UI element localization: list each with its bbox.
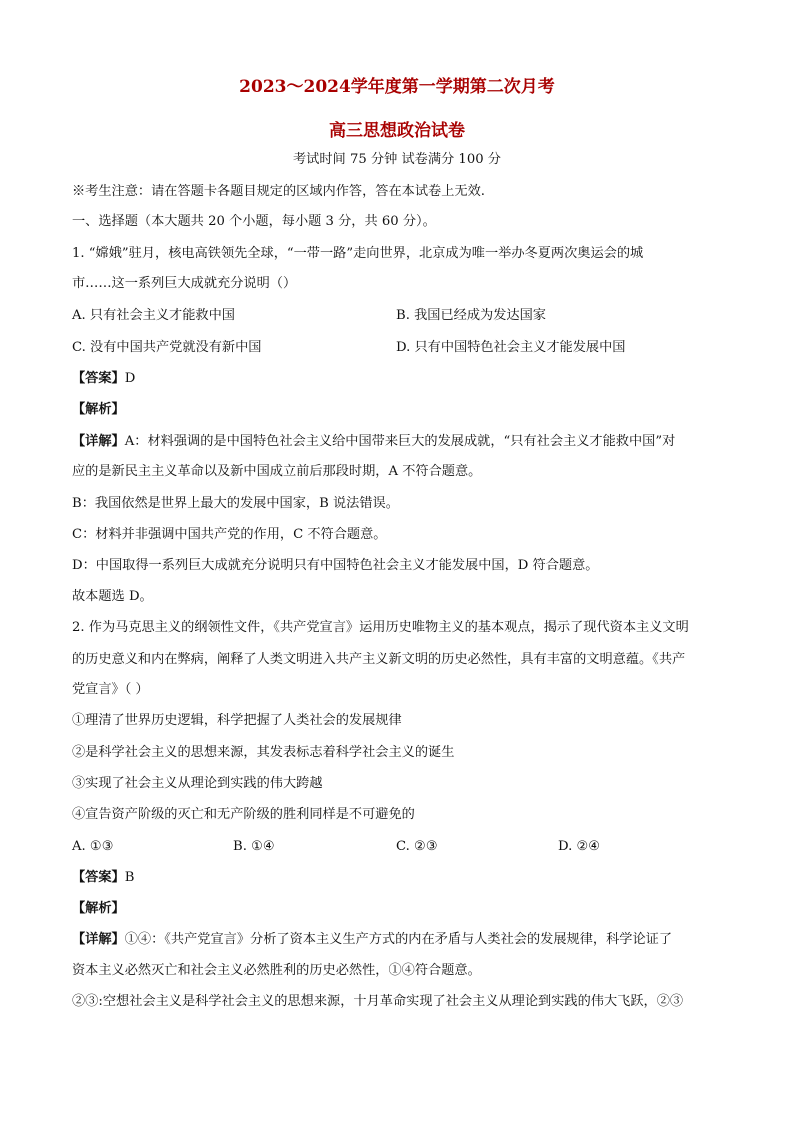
answer-tag: 【答案】 [72, 371, 125, 386]
q1-detail-line5: D：中国取得一系列巨大成就充分说明只有中国特色社会主义才能发展中国，D 符合题意。 [72, 558, 599, 573]
detail-tag: 【详解】 [72, 434, 125, 449]
q1-detail-line1 [72, 432, 732, 452]
section-heading: 一、选择题（本大题共 20 个小题，每小题 3 分，共 60 分）。 [72, 214, 436, 229]
q1-option-c: C. 没有中国共产党就没有新中国 [72, 340, 262, 355]
q1-analysis-tag: 【解析】 [72, 402, 125, 417]
q2-item-2: ②是科学社会主义的思想来源，其发表标志着科学社会主义的诞生 [72, 745, 455, 760]
q2-detail-line2: 资本主义必然灭亡和社会主义必然胜利的历史必然性，①④符合题意。 [72, 963, 481, 978]
notice-text: ※考生注意：请在答题卡各题目规定的区域内作答，答在本试卷上无效. [72, 184, 486, 199]
q1-stem-line1: 1. “嫦娥”驻月，核电高铁领先全球，“一带一路”走向世界，北京成为唯一举办冬夏两次奥运会的城 [72, 246, 644, 261]
q2-analysis-tag: 【解析】 [72, 901, 125, 916]
q2-option-b: B. ①④ [233, 839, 275, 854]
q1-detail-line6: 故本题选 D。 [72, 589, 153, 604]
q1-option-d: D. 只有中国特色社会主义才能发展中国 [396, 340, 626, 355]
detail-text: ①④：《共产党宣言》分析了资本主义生产方式的内在矛盾与人类社会的发展规律，科学论证了 [124, 932, 673, 947]
q2-detail-line3: ②③:空想社会主义是科学社会主义的思想来源，十月革命实现了社会主义从理论到实践的伟大飞跃，②③ [72, 994, 684, 1009]
answer-value: D [124, 371, 136, 386]
q2-item-4: ④宣告资产阶级的灭亡和无产阶级的胜利同样是不可避免的 [72, 807, 415, 822]
q2-answer-line [72, 868, 732, 888]
q1-option-b: B. 我国已经成为发达国家 [396, 308, 546, 323]
q1-detail-line2: 应的是新民主主义革命以及新中国成立前后那段时期，A 不符合题意。 [72, 464, 482, 479]
q1-option-a: A. 只有社会主义才能救中国 [72, 308, 235, 323]
q2-detail-line1 [72, 930, 732, 950]
q2-stem-line1: 2. 作为马克思主义的纲领性文件，《共产党宣言》运用历史唯物主义的基本观点，揭示了现代资本主义文明 [72, 620, 689, 635]
q2-stem-line3: 党宣言》（ ） [72, 682, 149, 697]
q2-option-c: C. ②③ [396, 839, 438, 854]
q2-item-1: ①理清了世界历史逻辑，科学把握了人类社会的发展规律 [72, 713, 402, 728]
detail-text: A：材料强调的是中国特色社会主义给中国带来巨大的发展成就，“只有社会主义才能救中国”对 [124, 434, 676, 449]
exam-info: 考试时间 75 分钟 试卷满分 100 分 [293, 152, 501, 167]
answer-tag: 【答案】 [72, 870, 125, 885]
answer-value: B [124, 870, 135, 885]
q1-answer-line [72, 369, 732, 389]
exam-title: 2023～2024学年度第一学期第二次月考 [239, 77, 555, 97]
q2-option-a: A. ①③ [72, 839, 114, 854]
q1-detail-line4: C：材料并非强调中国共产党的作用，C 不符合题意。 [72, 527, 387, 542]
q1-detail-line3: B：我国依然是世界上最大的发展中国家，B 说法错误。 [72, 496, 399, 511]
q2-item-3: ③实现了社会主义从理论到实践的伟大跨越 [72, 776, 323, 791]
q2-stem-line2: 的历史意义和内在弊病，阐释了人类文明进入共产主义新文明的历史必然性，具有丰富的文明意蕴。《共产 [72, 652, 686, 667]
exam-subtitle: 高三思想政治试卷 [329, 121, 465, 141]
q1-stem-line2: 市……这一系列巨大成就充分说明（） [72, 276, 297, 291]
q2-option-d: D. ②④ [558, 839, 601, 854]
detail-tag: 【详解】 [72, 932, 125, 947]
